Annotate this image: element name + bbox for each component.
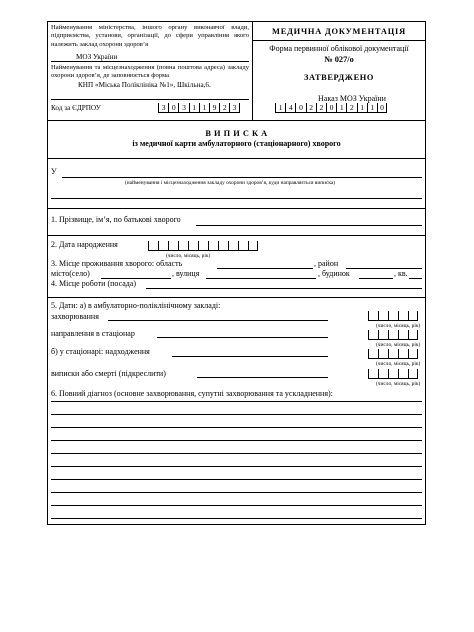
form-line: Форма первинної облікової документації: [269, 44, 409, 53]
workplace-label: 4. Місце роботи (посада): [51, 279, 137, 288]
referral-field[interactable]: [157, 337, 328, 338]
order-digit: 2: [346, 103, 356, 113]
approved-label: ЗАТВЕРДЖЕНО: [304, 73, 374, 82]
date-box[interactable]: [388, 349, 398, 359]
apartment-label: , кв.: [394, 269, 408, 278]
date-box[interactable]: [148, 241, 158, 251]
diagnosis-line[interactable]: [51, 401, 422, 402]
to-prefix: У: [51, 167, 57, 176]
date-box[interactable]: [168, 241, 178, 251]
form-number: № 027/о: [324, 55, 354, 64]
edrpou-code-boxes: [158, 103, 240, 113]
date-box[interactable]: [198, 241, 208, 251]
diagnosis-line[interactable]: [51, 414, 422, 415]
referral-date-label: направлення в стаціонар: [51, 329, 135, 338]
ministry-value: МОЗ України: [76, 53, 118, 61]
discharge-date-label: виписки або смерті (підкреслити): [51, 369, 166, 378]
header-bottom-line: [47, 120, 426, 121]
date-box[interactable]: [378, 369, 388, 379]
edrpou-digit: 3: [158, 103, 168, 113]
diagnosis-line[interactable]: [51, 453, 422, 454]
date-box[interactable]: [398, 369, 408, 379]
order-digit: 1: [275, 103, 285, 113]
order-digit: 1: [367, 103, 377, 113]
admission-date-hint: (число, місяць, рік): [376, 361, 421, 367]
date-box[interactable]: [368, 330, 378, 340]
date-box[interactable]: [178, 241, 188, 251]
birth-date-boxes[interactable]: [148, 241, 258, 251]
order-digit: 0: [326, 103, 336, 113]
date-box[interactable]: [368, 311, 378, 321]
admission-field[interactable]: [172, 356, 328, 357]
discharge-date-boxes[interactable]: [368, 369, 418, 379]
edrpou-digit: 3: [229, 103, 239, 113]
admission-date-label: б) у стаціонарі: надходження: [51, 347, 150, 356]
title-bottom-line: [47, 158, 426, 159]
edrpou-digit: 1: [199, 103, 209, 113]
order-digit: 1: [357, 103, 367, 113]
disease-date-hint: (число, місяць, рік): [376, 323, 421, 329]
disease-date-label: захворювання: [51, 312, 99, 321]
diagnosis-line[interactable]: [51, 518, 422, 519]
date-box[interactable]: [398, 330, 408, 340]
apartment-field[interactable]: [409, 278, 422, 279]
date-box[interactable]: [248, 241, 258, 251]
ministry-underline: [51, 61, 249, 62]
date-box[interactable]: [228, 241, 238, 251]
house-field[interactable]: [359, 278, 393, 279]
birth-date-hint: (число, місяць, рік): [166, 253, 211, 259]
referral-date-hint: (число, місяць, рік): [376, 342, 421, 348]
street-field[interactable]: [206, 278, 316, 279]
date-box[interactable]: [208, 241, 218, 251]
date-box[interactable]: [378, 330, 388, 340]
date-box[interactable]: [398, 311, 408, 321]
date-box[interactable]: [398, 349, 408, 359]
region-field[interactable]: [217, 268, 313, 269]
med-doc-title: МЕДИЧНА ДОКУМЕНТАЦІЯ: [272, 27, 406, 36]
to-recipient-field-2[interactable]: [51, 198, 422, 199]
order-digit: 2: [316, 103, 326, 113]
date-box[interactable]: [408, 349, 418, 359]
workplace-field[interactable]: [146, 288, 422, 289]
edrpou-digit: 9: [209, 103, 219, 113]
date-box[interactable]: [408, 369, 418, 379]
order-line: Наказ МОЗ України: [318, 94, 386, 103]
to-recipient-field[interactable]: [62, 177, 422, 178]
edrpou-digit: 0: [168, 103, 178, 113]
street-label: , вулиця: [172, 269, 200, 278]
date-box[interactable]: [368, 369, 378, 379]
disease-field[interactable]: [108, 320, 328, 321]
diagnosis-line[interactable]: [51, 466, 422, 467]
to-hint: (найменування і місцезнаходження закладу охорони здоров’я, куди направляється виписка): [125, 180, 336, 186]
date-box[interactable]: [238, 241, 248, 251]
rayon-field[interactable]: [346, 268, 422, 269]
edrpou-digit: 3: [178, 103, 188, 113]
discharge-field[interactable]: [197, 377, 328, 378]
section-separator-2: [47, 235, 426, 236]
order-digit: 1: [336, 103, 346, 113]
date-box[interactable]: [158, 241, 168, 251]
doc-subtitle: із медичної карти амбулаторного (стаціонарного) хворого: [132, 139, 341, 148]
dates-label: 5. Дати: а) в амбулаторно-поліклінічному закладі:: [51, 301, 221, 310]
order-digit: 4: [285, 103, 295, 113]
edrpou-digit: 1: [189, 103, 199, 113]
referral-date-boxes[interactable]: [368, 330, 418, 340]
diagnosis-label: 6. Повний діагноз (основне захворювання, супутні захворювання та ускладнення):: [51, 389, 333, 398]
facility-value: КНП «Міська Поліклініка №1», Шкільна,6.: [78, 81, 211, 89]
date-box[interactable]: [388, 369, 398, 379]
facility-label: Найменування та місцезнаходження (повна поштова адреса) закладу охорони здоров’я, де заповнюється форма: [51, 64, 249, 80]
date-box[interactable]: [408, 330, 418, 340]
order-digit: 0: [377, 103, 387, 113]
date-box[interactable]: [378, 311, 388, 321]
section-separator-1: [47, 208, 426, 209]
diagnosis-line[interactable]: [51, 440, 422, 441]
house-label: , будинок: [318, 269, 350, 278]
date-box[interactable]: [388, 330, 398, 340]
section-separator-3: [47, 297, 426, 298]
date-box[interactable]: [368, 349, 378, 359]
facility-underline: [51, 99, 249, 100]
diagnosis-line[interactable]: [51, 427, 422, 428]
city-label: місто(село): [51, 269, 90, 278]
date-box[interactable]: [218, 241, 228, 251]
disease-date-boxes[interactable]: [368, 311, 418, 321]
patient-name-field[interactable]: [196, 225, 422, 226]
diagnosis-line[interactable]: [51, 479, 422, 480]
order-digit: 2: [306, 103, 316, 113]
order-digit: 0: [295, 103, 305, 113]
admission-date-boxes[interactable]: [368, 349, 418, 359]
discharge-date-hint: (число, місяць, рік): [376, 381, 421, 387]
right-header-line: [252, 40, 426, 41]
diagnosis-line[interactable]: [51, 492, 422, 493]
edrpou-digit: 2: [219, 103, 229, 113]
birth-date-label: 2. Дата народження: [51, 240, 118, 249]
date-box[interactable]: [188, 241, 198, 251]
rayon-label: , район: [314, 259, 339, 268]
ministry-label: Найменування міністерства, іншого органу виконавчої влади, підприємства, установи, організації, до сфери управління якого належить заклад охорони здоров’я: [51, 24, 249, 48]
date-box[interactable]: [378, 349, 388, 359]
patient-name-label: 1. Прізвище, ім’я, по батькові хворого: [51, 215, 181, 224]
diagnosis-line[interactable]: [51, 505, 422, 506]
date-box[interactable]: [408, 311, 418, 321]
residence-label: 3. Місце проживання хворого: область: [51, 259, 183, 268]
order-code-boxes: [275, 103, 387, 113]
doc-title: В И П И С К А: [205, 129, 268, 138]
date-box[interactable]: [388, 311, 398, 321]
edrpou-label: Код за ЄДРПОУ: [51, 104, 101, 112]
